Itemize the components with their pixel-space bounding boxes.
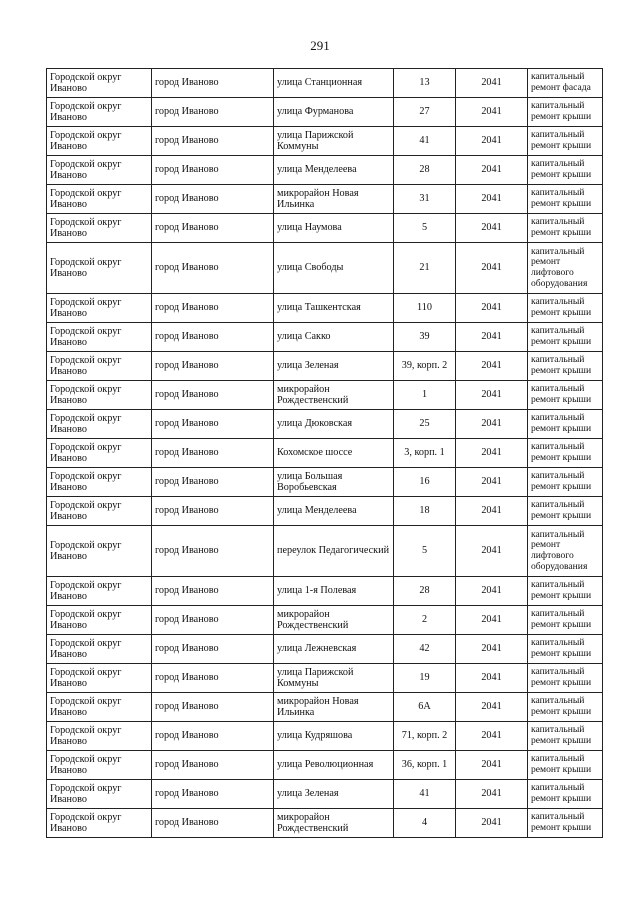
house-number-cell: 13 xyxy=(394,69,456,98)
work-type-cell: капитальный ремонт крыши xyxy=(528,156,603,185)
street-cell: микрорайон Рождественский xyxy=(274,381,394,410)
house-number-cell: 18 xyxy=(394,497,456,526)
year-cell: 2041 xyxy=(456,294,528,323)
municipality-cell: Городской округ Иваново xyxy=(47,577,152,606)
street-cell: улица Фурманова xyxy=(274,98,394,127)
work-type-cell: капитальный ремонт крыши xyxy=(528,606,603,635)
house-number-cell: 5 xyxy=(394,214,456,243)
city-cell: город Иваново xyxy=(152,606,274,635)
street-cell: улица Сакко xyxy=(274,323,394,352)
table-row xyxy=(47,809,603,838)
work-type-cell: капитальный ремонт крыши xyxy=(528,577,603,606)
house-number-cell: 28 xyxy=(394,156,456,185)
house-number-cell: 25 xyxy=(394,410,456,439)
municipality-cell: Городской округ Иваново xyxy=(47,809,152,838)
work-type-cell: капитальный ремонт крыши xyxy=(528,664,603,693)
municipality-cell: Городской округ Иваново xyxy=(47,439,152,468)
city-cell: город Иваново xyxy=(152,69,274,98)
page-number: 291 xyxy=(310,38,330,53)
street-cell: улица Ташкентская xyxy=(274,294,394,323)
municipality-cell: Городской округ Иваново xyxy=(47,664,152,693)
municipality-cell: Городской округ Иваново xyxy=(47,780,152,809)
year-cell: 2041 xyxy=(456,780,528,809)
municipality-cell: Городской округ Иваново xyxy=(47,323,152,352)
city-cell: город Иваново xyxy=(152,439,274,468)
street-cell: улица 1-я Полевая xyxy=(274,577,394,606)
house-number-cell: 36, корп. 1 xyxy=(394,751,456,780)
table-row xyxy=(47,323,603,352)
table-row xyxy=(47,751,603,780)
table-row xyxy=(47,664,603,693)
city-cell: город Иваново xyxy=(152,780,274,809)
year-cell: 2041 xyxy=(456,410,528,439)
city-cell: город Иваново xyxy=(152,468,274,497)
city-cell: город Иваново xyxy=(152,381,274,410)
city-cell: город Иваново xyxy=(152,243,274,294)
municipality-cell: Городской округ Иваново xyxy=(47,751,152,780)
work-type-cell: капитальный ремонт крыши xyxy=(528,780,603,809)
municipality-cell: Городской округ Иваново xyxy=(47,98,152,127)
work-type-cell: капитальный ремонт крыши xyxy=(528,127,603,156)
year-cell: 2041 xyxy=(456,635,528,664)
street-cell: улица Наумова xyxy=(274,214,394,243)
street-cell: улица Лежневская xyxy=(274,635,394,664)
house-number-cell: 2 xyxy=(394,606,456,635)
house-number-cell: 6А xyxy=(394,693,456,722)
municipality-cell: Городской округ Иваново xyxy=(47,127,152,156)
table-row xyxy=(47,606,603,635)
street-cell: улица Станционная xyxy=(274,69,394,98)
house-number-cell: 110 xyxy=(394,294,456,323)
work-type-cell: капитальный ремонт лифтового оборудования xyxy=(528,526,603,577)
city-cell: город Иваново xyxy=(152,352,274,381)
work-type-cell: капитальный ремонт крыши xyxy=(528,323,603,352)
city-cell: город Иваново xyxy=(152,577,274,606)
house-number-cell: 39 xyxy=(394,323,456,352)
city-cell: город Иваново xyxy=(152,722,274,751)
street-cell: улица Кудряшова xyxy=(274,722,394,751)
year-cell: 2041 xyxy=(456,243,528,294)
table-row xyxy=(47,693,603,722)
year-cell: 2041 xyxy=(456,185,528,214)
year-cell: 2041 xyxy=(456,722,528,751)
year-cell: 2041 xyxy=(456,577,528,606)
street-cell: микрорайон Рождественский xyxy=(274,606,394,635)
municipality-cell: Городской округ Иваново xyxy=(47,693,152,722)
work-type-cell: капитальный ремонт фасада xyxy=(528,69,603,98)
table-row xyxy=(47,381,603,410)
municipality-cell: Городской округ Иваново xyxy=(47,352,152,381)
year-cell: 2041 xyxy=(456,526,528,577)
municipality-cell: Городской округ Иваново xyxy=(47,243,152,294)
city-cell: город Иваново xyxy=(152,635,274,664)
work-type-cell: капитальный ремонт крыши xyxy=(528,439,603,468)
municipality-cell: Городской округ Иваново xyxy=(47,294,152,323)
table-row xyxy=(47,497,603,526)
work-type-cell: капитальный ремонт крыши xyxy=(528,294,603,323)
street-cell: улица Парижской Коммуны xyxy=(274,127,394,156)
table-row xyxy=(47,214,603,243)
work-type-cell: капитальный ремонт крыши xyxy=(528,722,603,751)
table-row xyxy=(47,98,603,127)
year-cell: 2041 xyxy=(456,98,528,127)
city-cell: город Иваново xyxy=(152,323,274,352)
table-row xyxy=(47,439,603,468)
house-number-cell: 3, корп. 1 xyxy=(394,439,456,468)
year-cell: 2041 xyxy=(456,69,528,98)
city-cell: город Иваново xyxy=(152,185,274,214)
work-type-cell: капитальный ремонт лифтового оборудования xyxy=(528,243,603,294)
house-number-cell: 5 xyxy=(394,526,456,577)
table-row xyxy=(47,577,603,606)
municipality-cell: Городской округ Иваново xyxy=(47,497,152,526)
year-cell: 2041 xyxy=(456,693,528,722)
house-number-cell: 19 xyxy=(394,664,456,693)
table-row xyxy=(47,69,603,98)
street-cell: улица Парижской Коммуны xyxy=(274,664,394,693)
work-type-cell: капитальный ремонт крыши xyxy=(528,693,603,722)
work-type-cell: капитальный ремонт крыши xyxy=(528,98,603,127)
house-number-cell: 4 xyxy=(394,809,456,838)
municipality-cell: Городской округ Иваново xyxy=(47,381,152,410)
table-row xyxy=(47,156,603,185)
work-type-cell: капитальный ремонт крыши xyxy=(528,497,603,526)
table-row xyxy=(47,185,603,214)
municipality-cell: Городской округ Иваново xyxy=(47,635,152,664)
street-cell: Кохомское шоссе xyxy=(274,439,394,468)
municipality-cell: Городской округ Иваново xyxy=(47,214,152,243)
city-cell: город Иваново xyxy=(152,526,274,577)
table-row xyxy=(47,352,603,381)
municipality-cell: Городской округ Иваново xyxy=(47,156,152,185)
city-cell: город Иваново xyxy=(152,214,274,243)
house-number-cell: 27 xyxy=(394,98,456,127)
year-cell: 2041 xyxy=(456,323,528,352)
city-cell: город Иваново xyxy=(152,693,274,722)
municipality-cell: Городской округ Иваново xyxy=(47,468,152,497)
city-cell: город Иваново xyxy=(152,156,274,185)
municipality-cell: Городской округ Иваново xyxy=(47,526,152,577)
house-number-cell: 31 xyxy=(394,185,456,214)
table-row xyxy=(47,243,603,294)
year-cell: 2041 xyxy=(456,751,528,780)
work-type-cell: капитальный ремонт крыши xyxy=(528,185,603,214)
work-type-cell: капитальный ремонт крыши xyxy=(528,352,603,381)
municipality-cell: Городской округ Иваново xyxy=(47,69,152,98)
table-row xyxy=(47,780,603,809)
house-number-cell: 28 xyxy=(394,577,456,606)
street-cell: микрорайон Новая Ильинка xyxy=(274,185,394,214)
table-row xyxy=(47,635,603,664)
year-cell: 2041 xyxy=(456,606,528,635)
year-cell: 2041 xyxy=(456,497,528,526)
city-cell: город Иваново xyxy=(152,127,274,156)
house-number-cell: 41 xyxy=(394,127,456,156)
table-row xyxy=(47,410,603,439)
work-type-cell: капитальный ремонт крыши xyxy=(528,381,603,410)
municipality-cell: Городской округ Иваново xyxy=(47,606,152,635)
table-row xyxy=(47,294,603,323)
street-cell: улица Свободы xyxy=(274,243,394,294)
table-row xyxy=(47,468,603,497)
work-type-cell: капитальный ремонт крыши xyxy=(528,635,603,664)
work-type-cell: капитальный ремонт крыши xyxy=(528,214,603,243)
street-cell: улица Менделеева xyxy=(274,156,394,185)
city-cell: город Иваново xyxy=(152,98,274,127)
year-cell: 2041 xyxy=(456,664,528,693)
year-cell: 2041 xyxy=(456,439,528,468)
street-cell: переулок Педагогический xyxy=(274,526,394,577)
street-cell: улица Зеленая xyxy=(274,780,394,809)
house-number-cell: 21 xyxy=(394,243,456,294)
year-cell: 2041 xyxy=(456,468,528,497)
year-cell: 2041 xyxy=(456,127,528,156)
municipality-cell: Городской округ Иваново xyxy=(47,185,152,214)
table-row xyxy=(47,526,603,577)
street-cell: улица Менделеева xyxy=(274,497,394,526)
table-row xyxy=(47,722,603,751)
street-cell: улица Зеленая xyxy=(274,352,394,381)
year-cell: 2041 xyxy=(456,381,528,410)
work-type-cell: капитальный ремонт крыши xyxy=(528,751,603,780)
house-number-cell: 16 xyxy=(394,468,456,497)
city-cell: город Иваново xyxy=(152,294,274,323)
municipality-cell: Городской округ Иваново xyxy=(47,410,152,439)
house-number-cell: 71, корп. 2 xyxy=(394,722,456,751)
street-cell: улица Большая Воробьевская xyxy=(274,468,394,497)
year-cell: 2041 xyxy=(456,809,528,838)
repair-schedule-table xyxy=(46,68,603,838)
house-number-cell: 39, корп. 2 xyxy=(394,352,456,381)
house-number-cell: 41 xyxy=(394,780,456,809)
work-type-cell: капитальный ремонт крыши xyxy=(528,468,603,497)
year-cell: 2041 xyxy=(456,214,528,243)
city-cell: город Иваново xyxy=(152,410,274,439)
house-number-cell: 1 xyxy=(394,381,456,410)
city-cell: город Иваново xyxy=(152,497,274,526)
municipality-cell: Городской округ Иваново xyxy=(47,722,152,751)
city-cell: город Иваново xyxy=(152,751,274,780)
street-cell: улица Дюковская xyxy=(274,410,394,439)
street-cell: микрорайон Новая Ильинка xyxy=(274,693,394,722)
work-type-cell: капитальный ремонт крыши xyxy=(528,410,603,439)
city-cell: город Иваново xyxy=(152,664,274,693)
city-cell: город Иваново xyxy=(152,809,274,838)
table-row xyxy=(47,127,603,156)
year-cell: 2041 xyxy=(456,352,528,381)
year-cell: 2041 xyxy=(456,156,528,185)
street-cell: микрорайон Рождественский xyxy=(274,809,394,838)
work-type-cell: капитальный ремонт крыши xyxy=(528,809,603,838)
street-cell: улица Революционная xyxy=(274,751,394,780)
house-number-cell: 42 xyxy=(394,635,456,664)
